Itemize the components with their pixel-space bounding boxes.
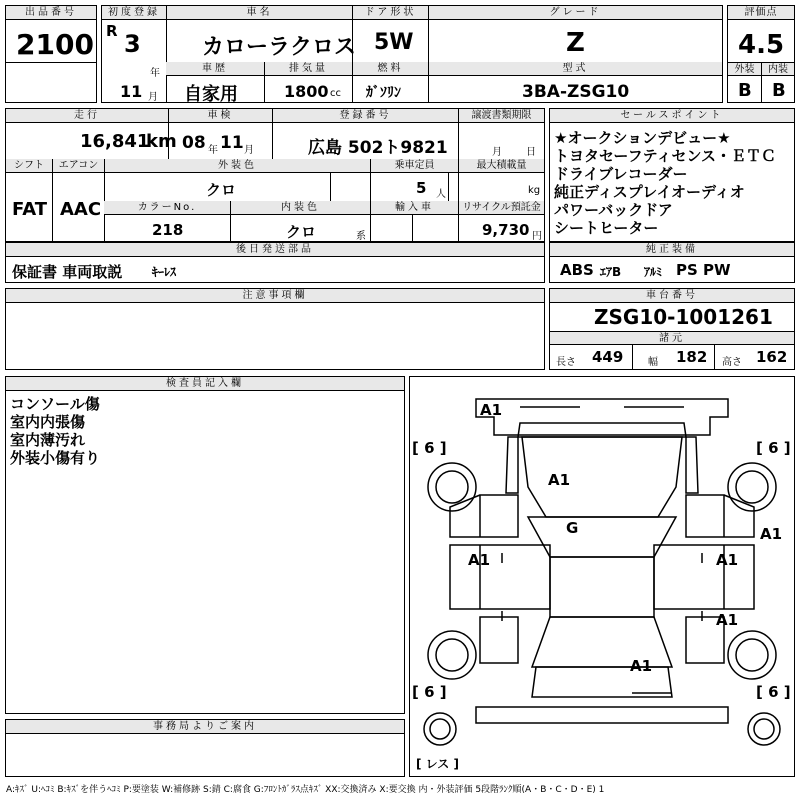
score-value: 4.5 — [738, 30, 785, 60]
registration-month-value: 11 — [120, 82, 143, 101]
interior-color-label: 内装色 — [230, 201, 370, 215]
chassis-box — [549, 288, 795, 370]
tire-rear-left-depth: [ 6 ] — [412, 683, 447, 701]
office-message-box — [5, 719, 405, 777]
equipment-label: 純正装備 — [550, 243, 794, 257]
height-label: 高さ — [722, 357, 742, 368]
registration-number-value: 広島 502ト9821 — [308, 138, 448, 158]
mileage-unit: km — [146, 131, 177, 152]
equipment-box — [549, 242, 795, 283]
ac-label: エアコン — [52, 159, 104, 173]
inspection-label: 車検 — [168, 109, 272, 123]
car-name-value: カローラクロス — [202, 35, 357, 60]
import-label: 輸入車 — [370, 201, 458, 215]
shift-label: シフト — [6, 159, 52, 173]
sales-point-item: パワーバックドア — [554, 201, 673, 219]
history-label: 車歴 — [166, 62, 264, 76]
equipment-airbag: ｴｱB — [600, 265, 622, 279]
inspector-notes-box — [5, 376, 405, 714]
exterior-color-label: 外装色 — [104, 159, 370, 173]
fuel-label: 燃料 — [352, 62, 428, 76]
mileage-label: 走行 — [6, 109, 168, 123]
inspection-year-unit: 年 — [208, 145, 218, 156]
model-value: 3BA-ZSG10 — [522, 82, 630, 102]
chassis-value: ZSG10-1001261 — [594, 305, 773, 329]
sales-point-item: ★オークションデビュー★ — [554, 129, 731, 147]
inspector-note: 室内内張傷 — [10, 413, 86, 431]
equipment-ps-pw: PS PW — [676, 261, 731, 279]
displacement-unit: cc — [330, 88, 341, 99]
registration-number-label: 登録番号 — [272, 109, 458, 123]
damage-left-front-door: A1 — [468, 551, 491, 569]
max-load-unit: kg — [528, 185, 541, 196]
exterior-color-value: クロ — [206, 181, 237, 199]
specs-label: 諸元 — [550, 331, 794, 345]
inspection-month-value: 11 — [220, 133, 244, 153]
month-unit: 月 — [148, 92, 158, 103]
equipment-abs: ABS — [560, 261, 594, 279]
history-value: 自家用 — [184, 84, 238, 105]
notes-box — [5, 288, 545, 370]
vehicle-header-table — [101, 5, 723, 103]
capacity-value: 5 — [416, 179, 427, 197]
tire-front-left-depth: [ 6 ] — [412, 439, 447, 457]
later-parts-label: 後日発送部品 — [6, 243, 544, 257]
height-value: 162 — [756, 348, 788, 366]
spare-tire-label: [ レス ] — [416, 757, 459, 771]
sales-points-list — [554, 129, 776, 237]
shift-value: FAT — [12, 199, 48, 220]
era-value: R — [106, 22, 118, 40]
sales-point-item: シートヒーター — [554, 219, 659, 237]
sales-point-item: 純正ディスプレイオーディオ — [554, 183, 745, 201]
score-label: 評価点 — [728, 6, 794, 20]
later-parts-keyless: ｷｰﾚｽ — [152, 265, 177, 279]
mileage-value: 16,841 — [80, 131, 150, 152]
vehicle-detail-table — [5, 108, 545, 242]
later-parts-box — [5, 242, 545, 283]
inspector-notes-label: 検査員記入欄 — [6, 377, 404, 391]
first-registration-label: 初度登録 — [102, 6, 166, 20]
sales-points-box — [549, 108, 795, 242]
damage-diagram-box — [409, 376, 795, 777]
legend-text: A:ｷｽﾞ U:ﾍｺﾐ B:ｷｽﾞを伴うﾍｺﾐ P:要塗装 W:補修跡 S:錆 C:腐食 G:ﾌﾛﾝﾄｶﾞﾗｽ点ｷｽﾞ XX:交換済み X:要交換 内・外装評価 5段階ﾗﾝｸ順(A・B・C・D・E) 1 — [6, 785, 605, 795]
exterior-score-label: 外装 — [728, 62, 761, 76]
ac-value: AAC — [60, 199, 102, 220]
max-load-label: 最大積載量 — [458, 159, 544, 173]
interior-color-unit: 系 — [356, 231, 366, 242]
recycle-deposit-value: 9,730 — [482, 221, 530, 239]
office-message-label: 事務局よりご案内 — [6, 720, 404, 734]
inspection-year-value: 08 — [182, 133, 206, 153]
tire-front-right-depth: [ 6 ] — [756, 439, 791, 457]
capacity-unit: 人 — [436, 189, 446, 200]
damage-right-rear-door: A1 — [716, 611, 739, 629]
equipment-alloy: ｱﾙﾐ — [644, 265, 663, 279]
interior-score-label: 内装 — [761, 62, 794, 76]
fuel-value: ｶﾞｿﾘﾝ — [366, 85, 401, 101]
inspector-note: コンソール傷 — [10, 395, 100, 413]
recycle-deposit-unit: 円 — [532, 231, 542, 242]
damage-rear-hatch: A1 — [630, 657, 653, 675]
sales-points-label: セールスポイント — [550, 109, 794, 123]
width-label: 幅 — [648, 357, 658, 368]
interior-color-value: クロ — [286, 223, 317, 241]
damage-hood: A1 — [548, 471, 571, 489]
later-parts-value: 保証書 車両取説 — [12, 263, 123, 281]
grade-value: Z — [566, 28, 585, 58]
color-number-label: カラーNo. — [104, 201, 230, 215]
car-outline-diagram — [410, 377, 794, 776]
inspector-notes-list — [10, 395, 100, 467]
interior-score-value: B — [772, 80, 786, 101]
transfer-month-unit: 月 — [492, 147, 502, 158]
grade-label: グレード — [428, 6, 722, 20]
width-value: 182 — [676, 348, 708, 366]
chassis-label: 車台番号 — [550, 289, 794, 303]
displacement-value: 1800 — [284, 82, 329, 101]
notes-label: 注意事項欄 — [6, 289, 544, 303]
lot-number-value: 2100 — [16, 28, 94, 61]
capacity-label: 乗車定員 — [370, 159, 458, 173]
car-name-label: 車名 — [166, 6, 352, 20]
door-type-label: ドア形状 — [352, 6, 428, 20]
year-unit: 年 — [150, 68, 160, 79]
lot-number-box — [5, 5, 97, 103]
model-label: 型式 — [428, 62, 722, 76]
inspector-note: 室内薄汚れ — [10, 431, 86, 449]
registration-year-value: 3 — [124, 30, 141, 58]
inspector-note: 外装小傷有り — [10, 449, 101, 467]
recycle-deposit-label: リサイクル預託金 — [458, 201, 544, 215]
length-label: 長さ — [556, 357, 576, 368]
damage-right-fender: A1 — [760, 525, 783, 543]
exterior-score-value: B — [738, 80, 752, 101]
damage-front-bumper: A1 — [480, 401, 503, 419]
inspection-month-unit: 月 — [244, 145, 254, 156]
damage-right-front-door: A1 — [716, 551, 739, 569]
lot-number-label: 出品番号 — [6, 6, 96, 20]
displacement-label: 排気量 — [264, 62, 352, 76]
score-box — [727, 5, 795, 103]
door-type-value: 5W — [374, 30, 414, 55]
color-number-value: 218 — [152, 221, 184, 239]
tire-rear-right-depth: [ 6 ] — [756, 683, 791, 701]
sales-point-item: ドライブレコーダー — [554, 165, 688, 183]
sales-point-item: トヨタセーフティセンス・ＥＴＣ — [554, 147, 777, 165]
transfer-day-unit: 日 — [526, 147, 536, 158]
transfer-deadline-label: 譲渡書類期限 — [458, 109, 544, 123]
length-value: 449 — [592, 348, 624, 366]
damage-windshield: G — [566, 519, 579, 537]
